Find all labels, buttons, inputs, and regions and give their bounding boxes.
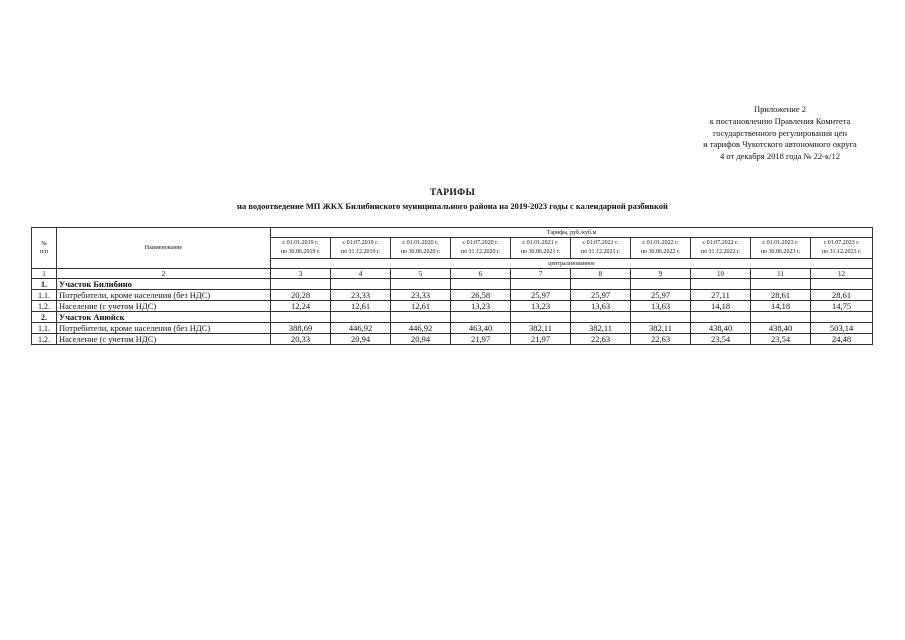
period-end: по 31.12.2020 г. [460,249,501,255]
period-header [271,238,331,259]
column-number: 8 [571,269,631,279]
tariff-value: 25,97 [511,290,571,301]
tariff-value: 12,61 [331,301,391,312]
empty-cell [451,312,511,323]
empty-cell [571,312,631,323]
column-number: 2 [57,269,271,279]
tariff-value: 12,61 [391,301,451,312]
tariff-value: 28,61 [751,290,811,301]
row-number: 1.1. [32,323,57,334]
column-number: 1 [32,269,57,279]
tariff-value: 388,69 [271,323,331,334]
table-row [32,323,873,334]
row-number: 1.2. [32,334,57,345]
period-header [391,238,451,259]
period-start: с 01.01.2020 г. [402,239,439,246]
tariff-value: 13,23 [451,301,511,312]
tariff-value: 438,40 [691,323,751,334]
appendix-line: и тарифов Чукотского автономного округа [703,139,857,150]
period-end: по 31.12.2021 г. [580,249,621,255]
tariff-value: 25,97 [571,290,631,301]
column-number: 11 [751,269,811,279]
empty-cell [391,279,451,290]
appendix-line: к постановлению Правления Комитета [709,115,851,126]
tariff-value: 382,11 [631,323,691,334]
period-end: по 30.06.2020 г. [400,249,441,255]
col-name-header: Наименование [57,228,271,269]
column-number: 5 [391,269,451,279]
empty-cell [811,312,873,323]
tariff-value: 13,63 [631,301,691,312]
tariff-value: 12,24 [271,301,331,312]
section-row [32,279,873,290]
appendix-line: 4 от декабря 2018 года № 22-к/12 [719,151,841,162]
empty-cell [691,312,751,323]
row-name: Население (с учетом НДС) [57,301,271,312]
tariff-value: 14,18 [751,301,811,312]
column-number: 9 [631,269,691,279]
empty-cell [511,279,571,290]
period-start: с 01.07.2022 г. [702,239,739,246]
tariff-value: 438,40 [751,323,811,334]
tariff-value: 20,94 [331,334,391,345]
row-number: 1.1. [32,290,57,301]
tariff-value: 13,23 [511,301,571,312]
column-number: 10 [691,269,751,279]
column-number: 4 [331,269,391,279]
period-header [751,238,811,259]
period-start: с 01.07.2020 г. [462,239,499,246]
period-header [631,238,691,259]
tariff-value: 28,61 [811,290,873,301]
period-end: по 30.06.2022 г. [640,249,681,255]
tariff-value: 27,11 [691,290,751,301]
row-name: Потребители, кроме населения (без НДС) [57,323,271,334]
tariff-value: 26,58 [451,290,511,301]
empty-cell [631,279,691,290]
period-start: с 01.07.2019 г. [342,239,379,246]
period-start: с 01.01.2019 г. [282,239,319,246]
tariff-value: 14,75 [811,301,873,312]
document-subtitle: на водоотведение МП ЖКХ Билибинского муниципального района на 2019-2023 годы с календарной разбивкой [237,201,668,211]
period-header [571,238,631,259]
tariff-value: 446,92 [391,323,451,334]
column-number-row [32,269,873,279]
tariff-value: 21,97 [451,334,511,345]
tariff-value: 23,33 [331,290,391,301]
tariff-value: 23,33 [391,290,451,301]
row-number: 1.2. [32,301,57,312]
empty-cell [631,312,691,323]
period-header [691,238,751,259]
period-start: с 01.01.2023 г. [762,239,799,246]
tariff-value: 22,63 [571,334,631,345]
empty-cell [271,279,331,290]
tariff-value: 24,48 [811,334,873,345]
row-name: Потребители, кроме населения (без НДС) [57,290,271,301]
section-name: Участок Анюйск [57,312,271,323]
row-name: Население (с учетом НДС) [57,334,271,345]
appendix-line: государственного регулирования цен [712,127,848,138]
empty-cell [331,279,391,290]
empty-cell [271,312,331,323]
tariff-table [31,227,873,345]
empty-cell [331,312,391,323]
document-title: ТАРИФЫ [429,188,476,198]
period-end: по 30.06.2023 г. [760,249,801,255]
tariff-value: 13,63 [571,301,631,312]
period-end: по 30.06.2021 г. [520,249,561,255]
column-number: 12 [811,269,873,279]
tariff-value: 382,11 [571,323,631,334]
section-row [32,312,873,323]
period-header [331,238,391,259]
period-start: с 01.07.2023 г. [823,239,860,246]
period-end: по 31.12.2023 г. [821,249,862,255]
section-number: 2. [32,312,57,323]
period-start: с 01.01.2021 г. [522,239,559,246]
tariff-value: 463,40 [451,323,511,334]
column-number: 6 [451,269,511,279]
empty-cell [751,312,811,323]
tariff-value: 20,33 [271,334,331,345]
column-number: 3 [271,269,331,279]
tariff-value: 20,94 [391,334,451,345]
empty-cell [571,279,631,290]
tariff-value: 446,92 [331,323,391,334]
empty-cell [811,279,873,290]
tariff-value: 22,63 [631,334,691,345]
col-num-header: № п/п [32,228,57,269]
section-number: 1. [32,279,57,290]
period-end: по 31.12.2019 г. [340,249,381,255]
empty-cell [751,279,811,290]
tariff-value: 503,14 [811,323,873,334]
tariff-value: 21,97 [511,334,571,345]
period-start: с 01.01.2022 г. [642,239,679,246]
period-end: по 30.06.2019 г. [280,249,321,255]
period-header [811,238,873,259]
tariff-value: 382,11 [511,323,571,334]
table-row [32,334,873,345]
empty-cell [391,312,451,323]
table-row [32,301,873,312]
system-label: централизованное [271,259,873,269]
empty-cell [511,312,571,323]
tariff-header: Тарифы, руб./куб.м [271,228,873,238]
section-name: Участок Билибино [57,279,271,290]
empty-cell [691,279,751,290]
empty-cell [451,279,511,290]
period-header [451,238,511,259]
tariff-value: 25,97 [631,290,691,301]
period-start: с 01.07.2021 г. [582,239,619,246]
tariff-value: 20,28 [271,290,331,301]
appendix-line: Приложение 2 [754,104,806,114]
table-row [32,290,873,301]
tariff-value: 23,54 [751,334,811,345]
tariff-value: 14,18 [691,301,751,312]
tariff-value: 23,54 [691,334,751,345]
period-header [511,238,571,259]
column-number: 7 [511,269,571,279]
appendix-note [640,104,905,163]
period-end: по 31.12.2022 г. [700,249,741,255]
